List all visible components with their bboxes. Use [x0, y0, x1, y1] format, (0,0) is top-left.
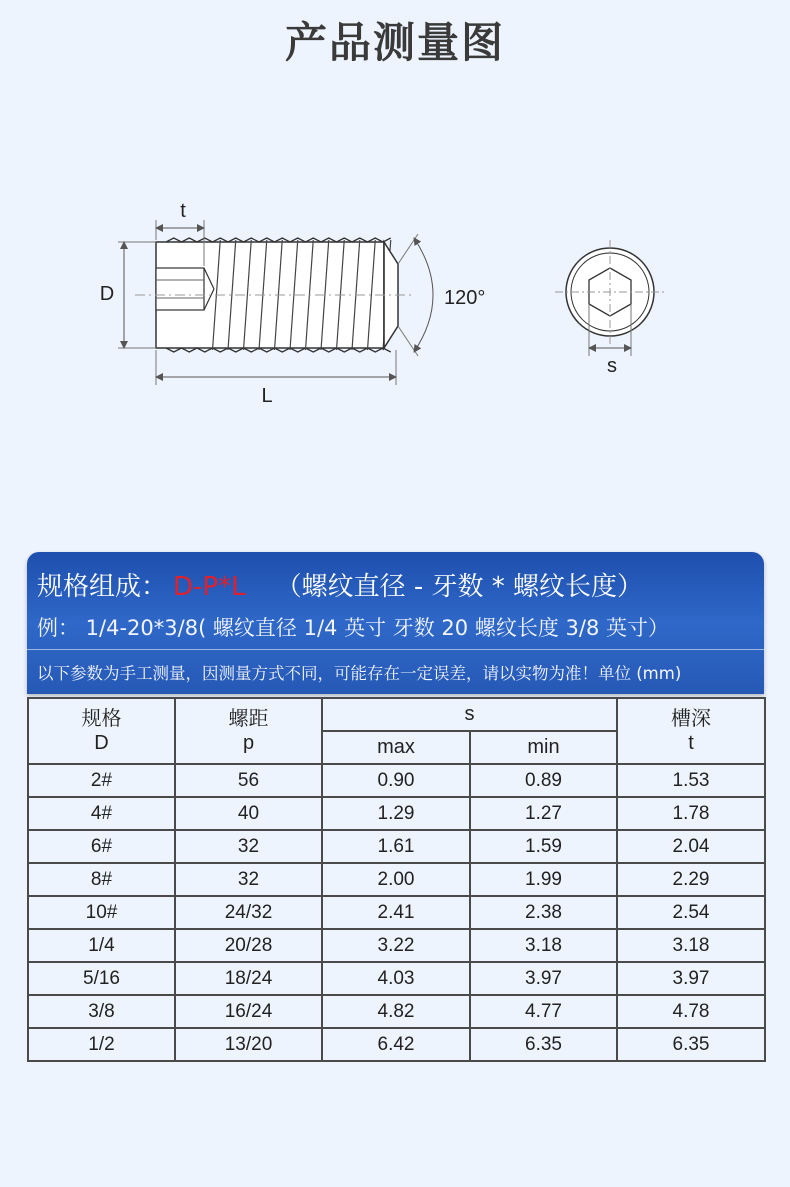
cell-spec: 5/16 [28, 962, 175, 995]
cell-depth: 6.35 [617, 1028, 765, 1061]
cell-pitch: 56 [175, 764, 322, 797]
header-spec-name: 规格 [81, 708, 122, 730]
spec-composition [37, 566, 643, 603]
cell-s-min: 2.38 [470, 896, 617, 929]
cell-depth: 2.04 [617, 830, 765, 863]
label-l: L [261, 385, 273, 407]
cell-s-min: 6.35 [470, 1028, 617, 1061]
cell-spec: 1/4 [28, 929, 175, 962]
cell-pitch: 40 [175, 797, 322, 830]
header-s-min: min [470, 731, 617, 764]
spec-divider [27, 649, 764, 650]
label-s: s [607, 355, 617, 377]
cell-pitch: 13/20 [175, 1028, 322, 1061]
table-row [28, 830, 765, 863]
screw-side-view [135, 238, 412, 352]
cell-depth: 2.29 [617, 863, 765, 896]
header-depth [617, 698, 765, 764]
table-row [28, 962, 765, 995]
cell-pitch: 20/28 [175, 929, 322, 962]
cell-spec: 2# [28, 764, 175, 797]
cell-s-max: 2.00 [322, 863, 470, 896]
table-row [28, 929, 765, 962]
cell-s-min: 1.99 [470, 863, 617, 896]
cell-s-min: 3.18 [470, 929, 617, 962]
page-title: 产品测量图 [284, 18, 505, 67]
header-depth-name: 槽深 [671, 708, 711, 730]
cell-depth: 3.18 [617, 929, 765, 962]
cell-depth: 4.78 [617, 995, 765, 1028]
cell-s-max: 4.82 [322, 995, 470, 1028]
cell-pitch: 16/24 [175, 995, 322, 1028]
cell-s-min: 1.59 [470, 830, 617, 863]
cell-spec: 10# [28, 896, 175, 929]
label-angle: 120° [444, 287, 486, 309]
cell-spec: 3/8 [28, 995, 175, 1028]
cell-s-min: 4.77 [470, 995, 617, 1028]
cell-depth: 1.53 [617, 764, 765, 797]
header-spec [28, 698, 175, 764]
spec-meaning: （螺纹直径 - 牙数 * 螺纹长度） [275, 572, 644, 602]
header-depth-sym: t [688, 732, 694, 754]
cell-s-max: 4.03 [322, 962, 470, 995]
spec-table [27, 697, 766, 1062]
cell-spec: 1/2 [28, 1028, 175, 1061]
header-pitch-name: 螺距 [228, 708, 269, 730]
header-s-max: max [322, 731, 470, 764]
cell-pitch: 32 [175, 863, 322, 896]
cell-s-min: 0.89 [470, 764, 617, 797]
header-pitch [175, 698, 322, 764]
cell-s-max: 3.22 [322, 929, 470, 962]
cell-pitch: 24/32 [175, 896, 322, 929]
cell-pitch: 18/24 [175, 962, 322, 995]
cell-spec: 6# [28, 830, 175, 863]
table-row [28, 863, 765, 896]
cell-depth: 3.97 [617, 962, 765, 995]
header-s: s [322, 698, 617, 731]
measurement-diagram [0, 180, 790, 420]
spec-panel [27, 552, 764, 694]
cell-spec: 8# [28, 863, 175, 896]
screw-end-view [555, 240, 665, 344]
cell-s-max: 2.41 [322, 896, 470, 929]
cell-s-max: 6.42 [322, 1028, 470, 1061]
cell-s-max: 1.29 [322, 797, 470, 830]
table-row [28, 995, 765, 1028]
cell-s-min: 1.27 [470, 797, 617, 830]
header-spec-sym: D [94, 732, 109, 754]
cell-spec: 4# [28, 797, 175, 830]
cell-pitch: 32 [175, 830, 322, 863]
spec-label: 规格组成： [37, 572, 168, 602]
cell-s-max: 0.90 [322, 764, 470, 797]
table-row [28, 896, 765, 929]
spec-example: 例： 1/4-20*3/8( 螺纹直径 1/4 英寸 牙数 20 螺纹长度 3/8 英寸） [37, 616, 669, 640]
spec-formula: D-P*L [173, 572, 246, 602]
cell-s-min: 3.97 [470, 962, 617, 995]
header-pitch-sym: p [242, 732, 255, 754]
label-d: D [99, 283, 115, 305]
table-row [28, 764, 765, 797]
measurement-note: 以下参数为手工测量，因测量方式不同，可能存在一定误差，请以实物为准！单位 (mm) [37, 664, 682, 683]
label-t: t [180, 200, 186, 222]
table-row [28, 797, 765, 830]
cell-s-max: 1.61 [322, 830, 470, 863]
cell-depth: 1.78 [617, 797, 765, 830]
table-row [28, 1028, 765, 1061]
cell-depth: 2.54 [617, 896, 765, 929]
